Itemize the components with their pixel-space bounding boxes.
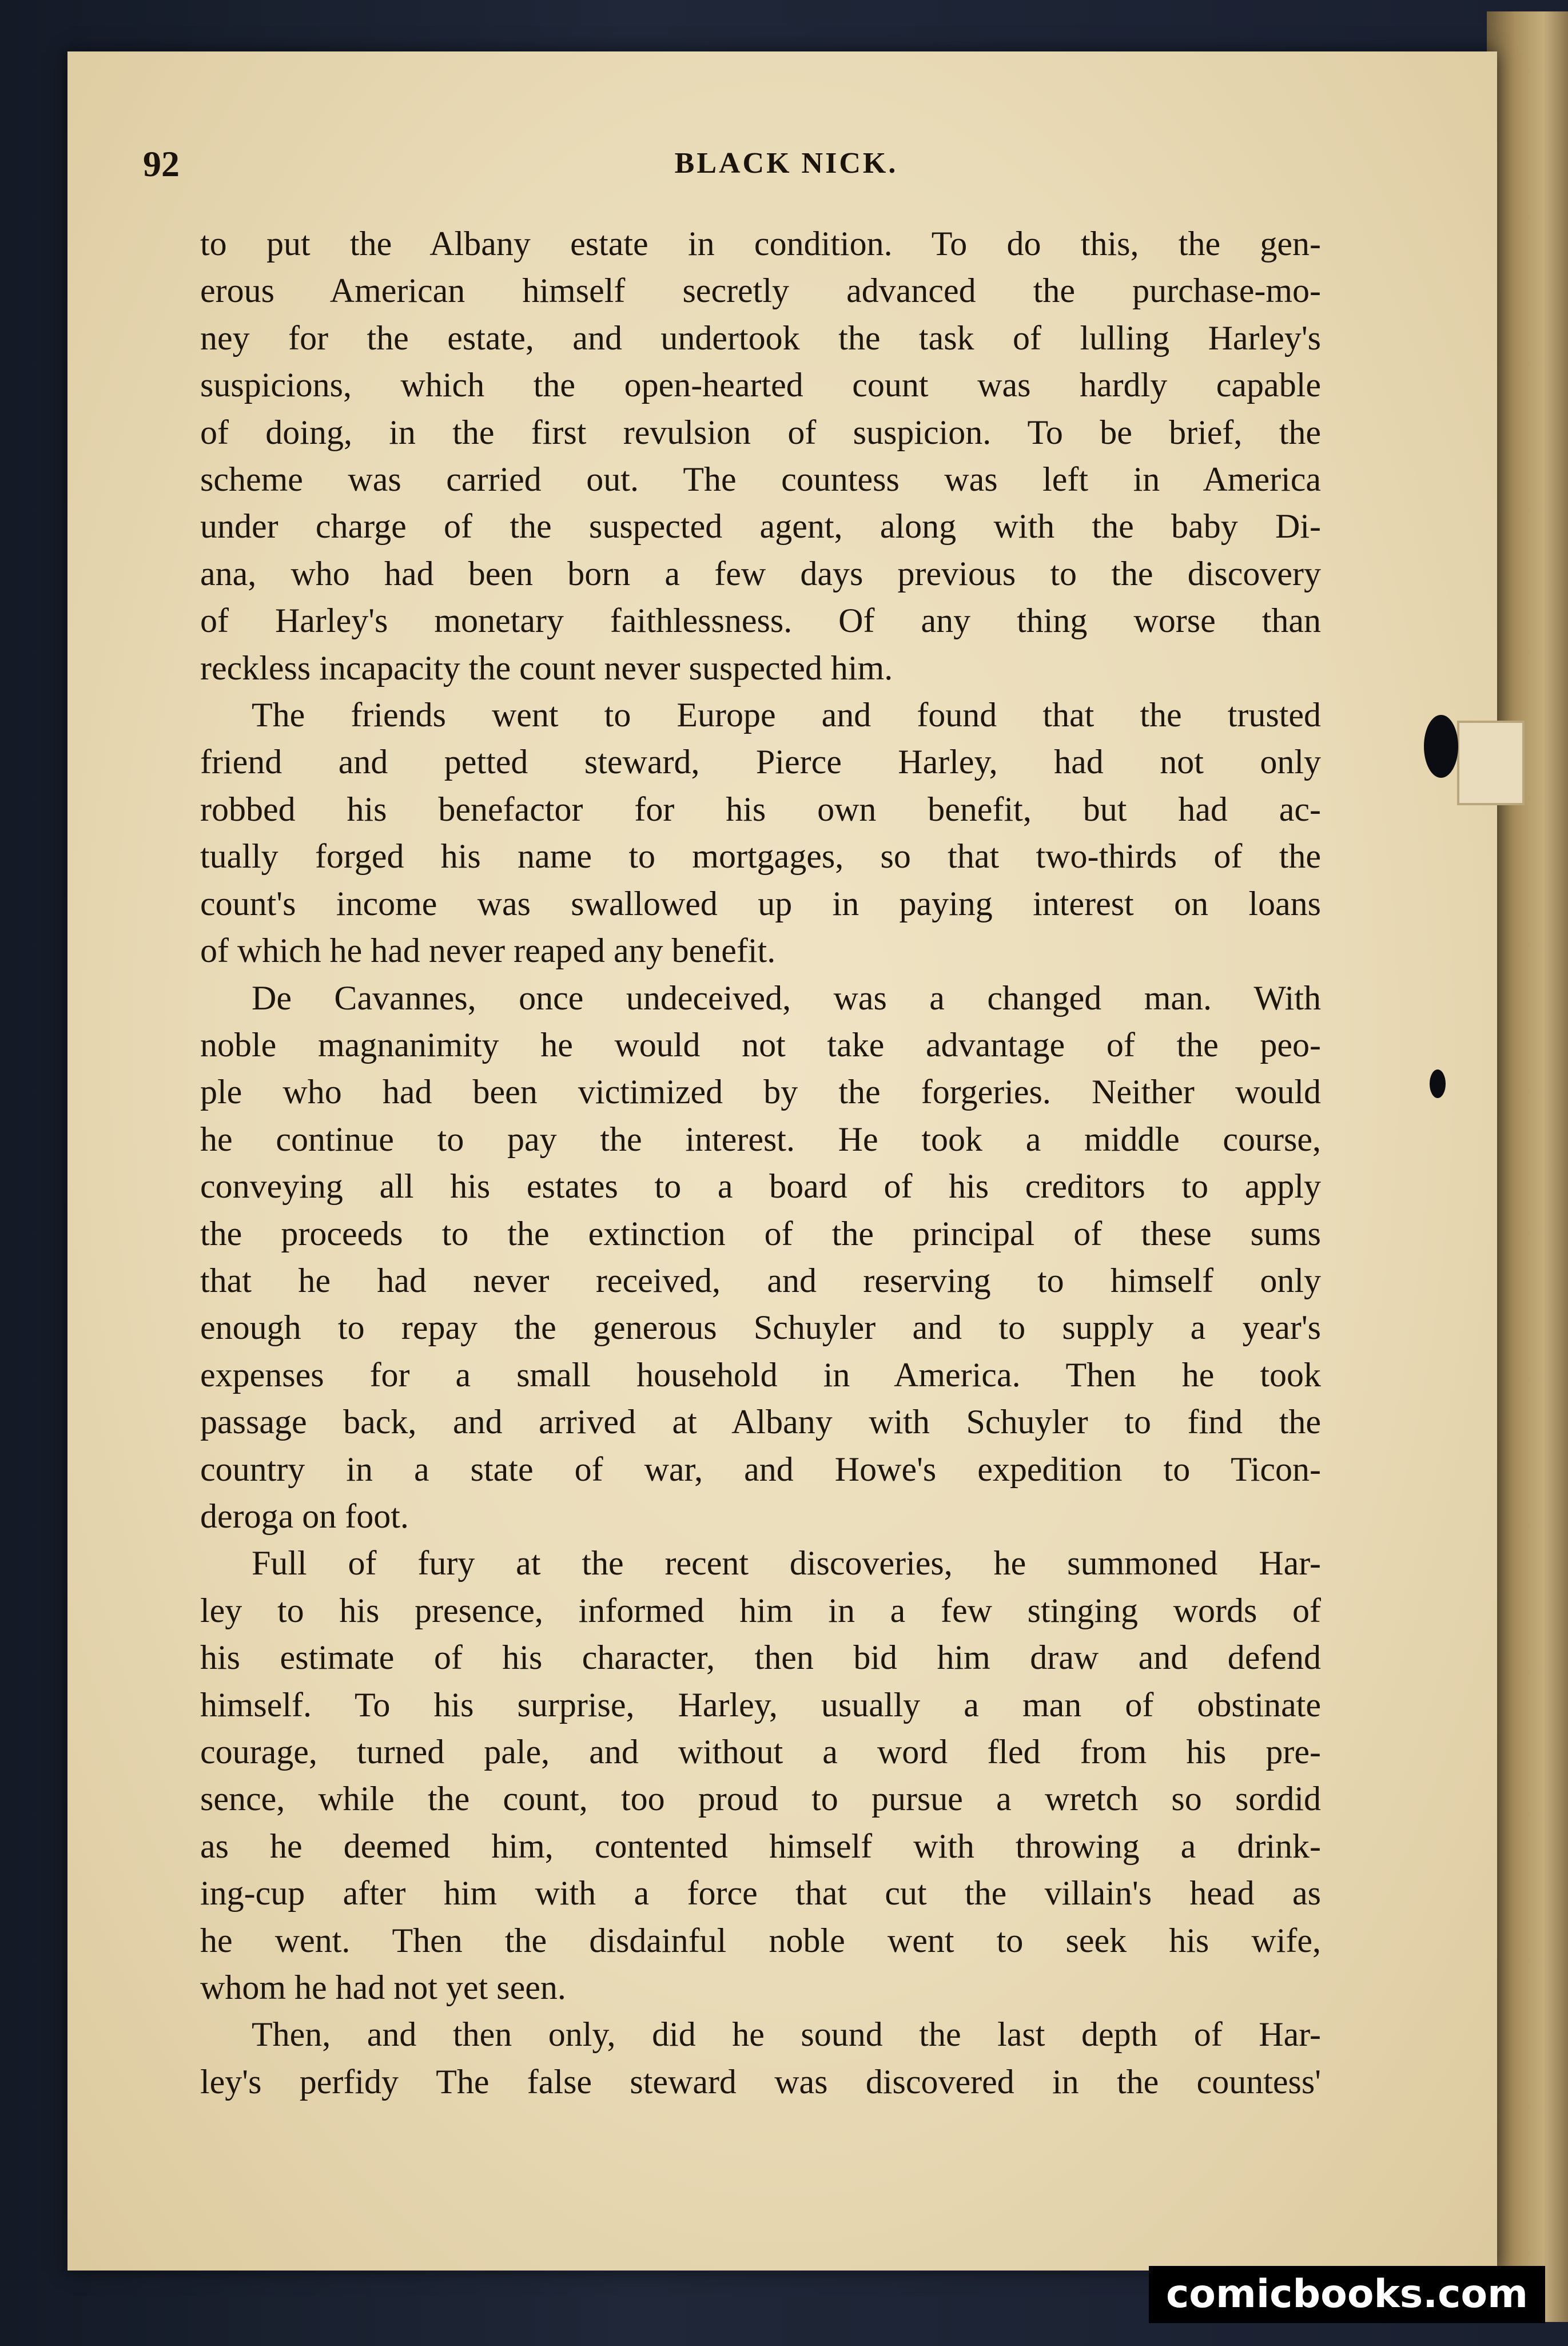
body-text bbox=[200, 220, 1321, 2105]
text-line: he continue to pay the interest. He took a middle course, bbox=[200, 1120, 1321, 1158]
text-line: of doing, in the first revulsion of suspicion. To be brief, the bbox=[200, 413, 1321, 451]
text-line: scheme was carried out. The countess was left in America bbox=[200, 460, 1321, 499]
text-line: of Harley's monetary faithlessness. Of any thing worse than bbox=[200, 602, 1321, 640]
text-line: that he had never received, and reserving to himself only bbox=[200, 1261, 1321, 1299]
text-line: count's income was swallowed up in paying interest on loans bbox=[200, 884, 1321, 923]
watermark: comicbooks.com bbox=[1149, 2266, 1545, 2323]
text-line: De Cavannes, once undeceived, was a changed man. With bbox=[252, 979, 1321, 1017]
text-line: erous American himself secretly advanced the purchase-mo- bbox=[200, 272, 1321, 310]
text-line: the proceeds to the extinction of the principal of these sums bbox=[200, 1214, 1321, 1252]
text-line: to put the Albany estate in condition. To do this, the gen- bbox=[200, 225, 1321, 263]
text-line: ple who had been victimized by the forgeries. Neither would bbox=[200, 1073, 1321, 1111]
text-line: friend and petted steward, Pierce Harley, had not only bbox=[200, 743, 1321, 781]
text-line: his estimate of his character, then bid him draw and defend bbox=[200, 1639, 1321, 1677]
text-line: ana, who had been born a few days previous to the discovery bbox=[200, 554, 1321, 593]
ink-blot bbox=[1424, 715, 1458, 778]
text-line: passage back, and arrived at Albany with Schuyler to find the bbox=[200, 1403, 1321, 1441]
text-line: Full of fury at the recent discoveries, he summoned Har- bbox=[252, 1544, 1321, 1582]
page-number: 92 bbox=[143, 144, 180, 184]
text-line: he went. Then the disdainful noble went to seek his wife, bbox=[200, 1921, 1321, 1959]
text-line: ley to his presence, informed him in a few stinging words of bbox=[200, 1591, 1321, 1629]
text-line: courage, turned pale, and without a word fled from his pre- bbox=[200, 1733, 1321, 1771]
paper-tab bbox=[1457, 721, 1525, 805]
text-line: as he deemed him, contented himself with throwing a drink- bbox=[200, 1827, 1321, 1865]
text-line: ney for the estate, and undertook the task of lulling Harley's bbox=[200, 319, 1321, 357]
text-line: tually forged his name to mortgages, so that two-thirds of the bbox=[200, 837, 1321, 876]
text-line: expenses for a small household in America. Then he took bbox=[200, 1355, 1321, 1394]
text-line: enough to repay the generous Schuyler and to supply a year's bbox=[200, 1309, 1321, 1347]
text-line: robbed his benefactor for his own benefit, but had ac- bbox=[200, 790, 1321, 828]
text-line: Then, and then only, did he sound the last depth of Har- bbox=[252, 2015, 1321, 2054]
text-line: The friends went to Europe and found that the trusted bbox=[252, 696, 1321, 734]
adjacent-page-edge bbox=[1487, 11, 1568, 2322]
text-line: of which he had never reaped any benefit. bbox=[200, 932, 776, 970]
text-line: conveying all his estates to a board of his creditors to apply bbox=[200, 1167, 1321, 1206]
text-line: noble magnanimity he would not take advantage of the peo- bbox=[200, 1025, 1321, 1064]
text-line: suspicions, which the open-hearted count was hardly capable bbox=[200, 366, 1321, 404]
text-line: whom he had not yet seen. bbox=[200, 1969, 566, 2007]
text-line: country in a state of war, and Howe's expedition to Ticon- bbox=[200, 1450, 1321, 1488]
text-line: ley's perfidy The false steward was discovered in the countess' bbox=[200, 2062, 1321, 2101]
ink-blot bbox=[1430, 1069, 1446, 1098]
running-head-title: BLACK NICK. bbox=[674, 147, 898, 180]
text-line: ing-cup after him with a force that cut the villain's head as bbox=[200, 1874, 1321, 1912]
text-line: reckless incapacity the count never suspected him. bbox=[200, 649, 893, 687]
text-line: himself. To his surprise, Harley, usually a man of obstinate bbox=[200, 1685, 1321, 1724]
text-line: under charge of the suspected agent, along with the baby Di- bbox=[200, 507, 1321, 546]
running-head bbox=[143, 143, 1430, 194]
text-line: sence, while the count, too proud to pursue a wretch so sordid bbox=[200, 1780, 1321, 1818]
text-line: deroga on foot. bbox=[200, 1497, 409, 1535]
